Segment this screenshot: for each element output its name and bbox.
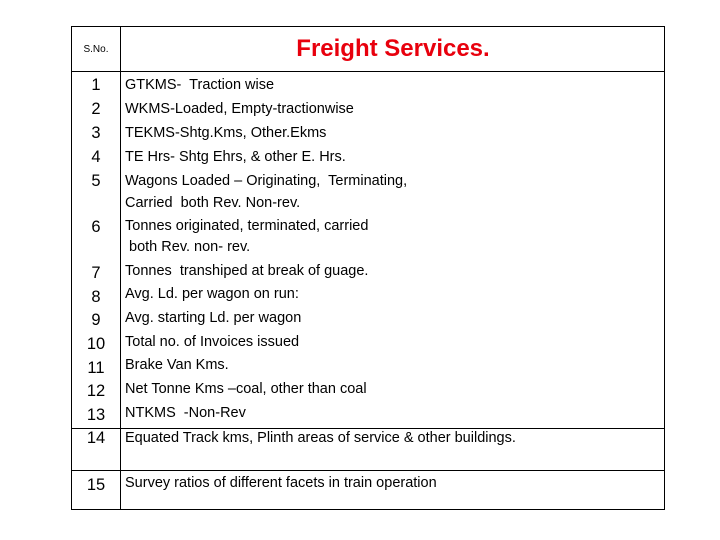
row-number: 2 [91, 100, 101, 118]
row-number: 14 [86, 429, 106, 447]
freight-services-table [71, 26, 665, 510]
row-description: Avg. Ld. per wagon on run: [125, 286, 299, 302]
column-divider [120, 27, 121, 509]
row-number: 5 [91, 172, 101, 190]
row-description: Avg. starting Ld. per wagon [125, 310, 302, 326]
row-description: NTKMS -Non-Rev [125, 405, 246, 421]
row-number: 7 [91, 264, 101, 282]
row-number: 1 [91, 76, 101, 94]
sno-header: S.No. [83, 43, 109, 55]
row-description: Survey ratios of different facets in train operation [125, 475, 437, 491]
row-number: 9 [91, 311, 101, 329]
row-number: 3 [91, 124, 101, 142]
row-number: 8 [91, 288, 101, 306]
row-number: 6 [91, 218, 101, 236]
row-divider [72, 470, 664, 471]
row-number: 4 [91, 148, 101, 166]
row-description: both Rev. non- rev. [125, 239, 251, 255]
row-number: 15 [86, 476, 106, 494]
row-description: Tonnes originated, terminated, carried [125, 218, 369, 234]
row-number: 10 [86, 335, 106, 353]
row-description: TEKMS-Shtg.Kms, Other.Ekms [125, 125, 327, 141]
row-description: Total no. of Invoices issued [125, 334, 300, 350]
row-description: Tonnes transhiped at break of guage. [125, 263, 369, 279]
row-description: Net Tonne Kms –coal, other than coal [125, 381, 367, 397]
row-description: GTKMS- Traction wise [125, 77, 275, 93]
row-description: Carried both Rev. Non-rev. [125, 195, 301, 211]
row-number: 12 [86, 382, 106, 400]
page-title: Freight Services. [296, 35, 490, 62]
row-description: Wagons Loaded – Originating, Terminating, [125, 173, 408, 189]
row-number: 13 [86, 406, 106, 424]
row-number: 11 [87, 359, 105, 377]
row-description: TE Hrs- Shtg Ehrs, & other E. Hrs. [125, 149, 346, 165]
row-description: Brake Van Kms. [125, 357, 229, 373]
row-description: Equated Track kms, Plinth areas of service & other buildings. [125, 430, 516, 446]
row-description: WKMS-Loaded, Empty-tractionwise [125, 101, 354, 117]
header-divider [72, 71, 664, 72]
